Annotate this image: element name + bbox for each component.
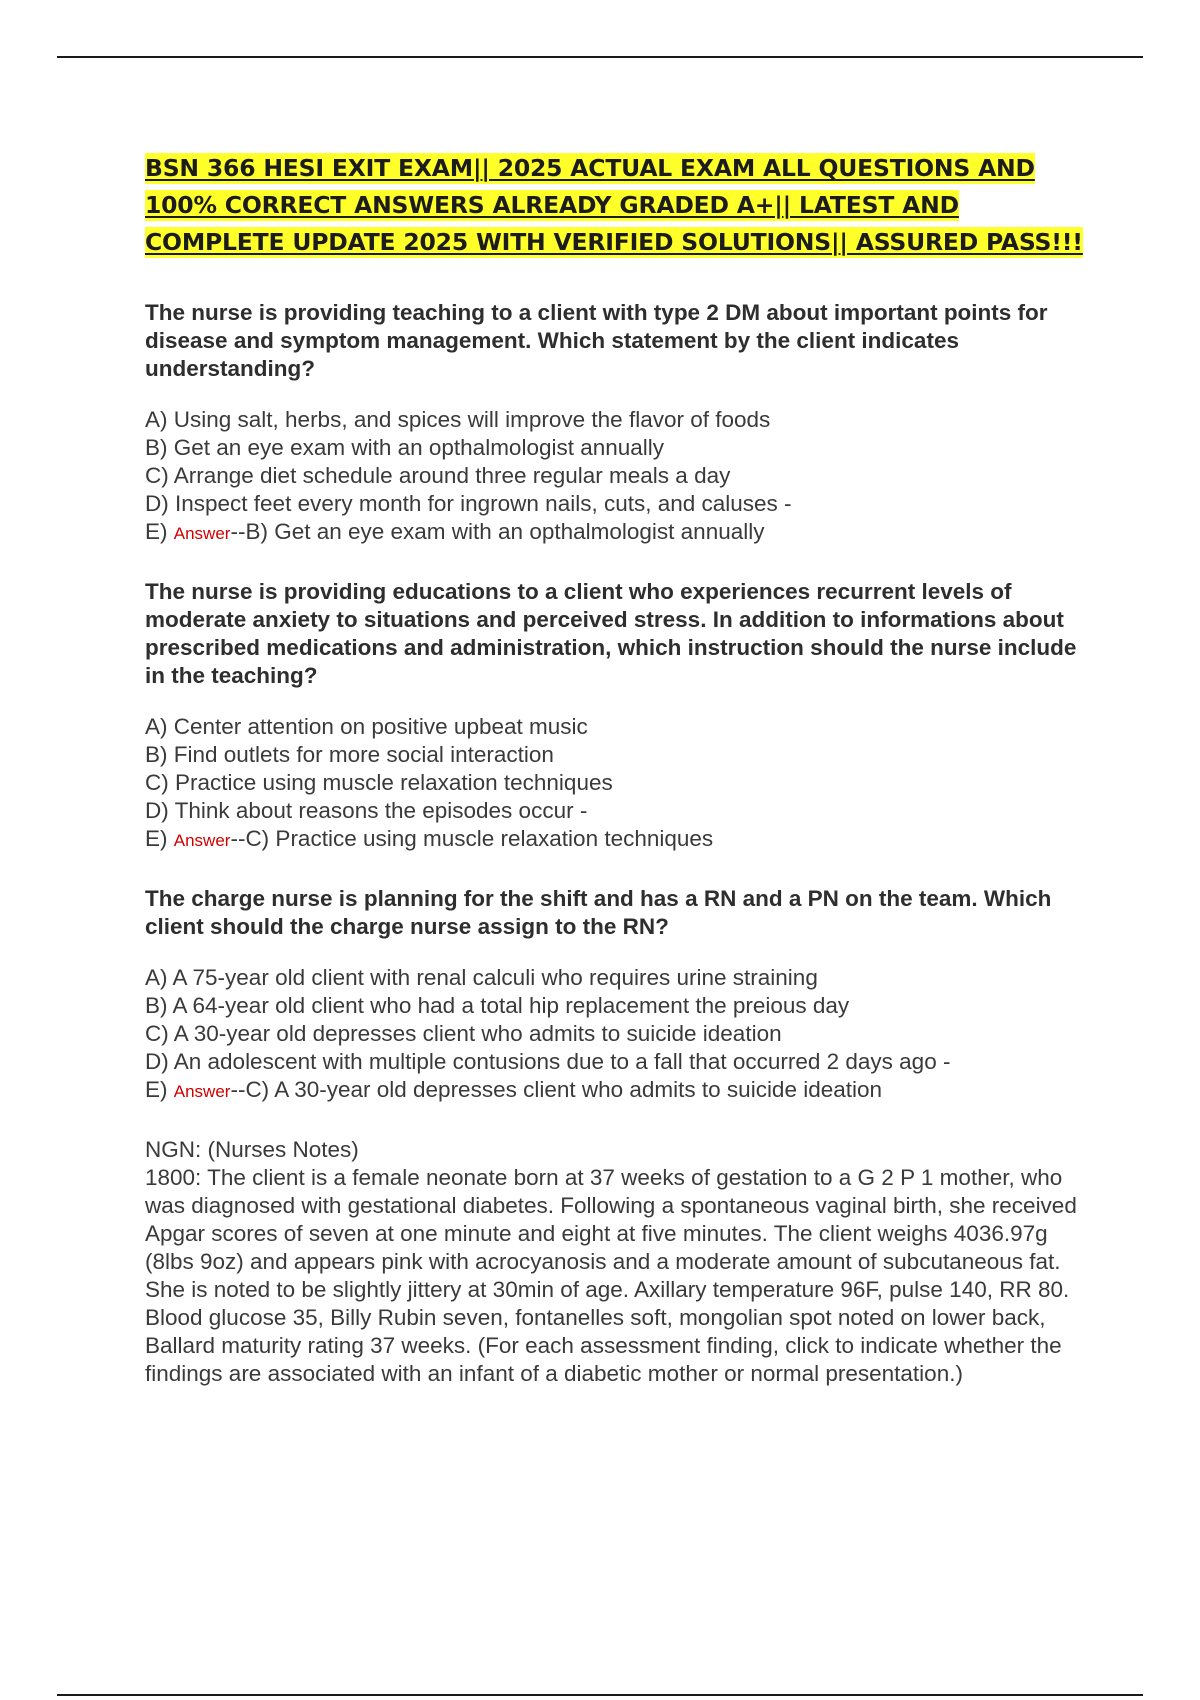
option-b: B) Get an eye exam with an opthalmologist annually xyxy=(145,435,665,460)
option-a: A) Using salt, herbs, and spices will improve the flavor of foods xyxy=(145,407,771,432)
title-highlight: BSN 366 HESI EXIT EXAM|| 2025 ACTUAL EXAM ALL QUESTIONS AND 100% CORRECT ANSWERS ALREADY GRADED A+|| LATEST AND COMPLETE UPDATE 2025 WITH VERIFIED SOLUTIONS|| ASSURED PASS!!! xyxy=(145,154,1083,256)
answer-text: --C) Practice using muscle relaxation techniques xyxy=(230,826,714,851)
option-a: A) A 75-year old client with renal calculi who requires urine straining xyxy=(145,965,818,990)
answer-text: --C) A 30-year old depresses client who admits to suicide ideation xyxy=(230,1077,883,1102)
answer-tag: Answer xyxy=(173,831,231,850)
answer-prefix: E) xyxy=(145,519,174,544)
option-b: B) Find outlets for more social interaction xyxy=(145,742,554,767)
answer-text: --B) Get an eye exam with an opthalmologist annually xyxy=(230,519,765,544)
option-d: D) Think about reasons the episodes occur - xyxy=(145,798,588,823)
option-list xyxy=(145,713,1090,855)
top-rule xyxy=(57,56,1143,58)
option-c: C) Practice using muscle relaxation techniques xyxy=(145,770,613,795)
answer-prefix: E) xyxy=(145,826,174,851)
document-title xyxy=(145,150,1090,261)
option-d: D) An adolescent with multiple contusions due to a fall that occurred 2 days ago - xyxy=(145,1049,951,1074)
option-list xyxy=(145,406,1090,548)
bottom-rule xyxy=(57,1694,1143,1696)
answer-tag: Answer xyxy=(173,524,231,543)
option-d: D) Inspect feet every month for ingrown nails, cuts, and caluses - xyxy=(145,491,792,516)
question-block-2 xyxy=(145,578,1090,855)
option-b: B) A 64-year old client who had a total hip replacement the preious day xyxy=(145,993,850,1018)
answer-line xyxy=(145,518,1090,548)
option-c: C) Arrange diet schedule around three regular meals a day xyxy=(145,463,731,488)
question-block-3 xyxy=(145,885,1090,1106)
document-body xyxy=(145,150,1090,1388)
question-text: The nurse is providing educations to a client who experiences recurrent levels of moderate anxiety to situations and perceived stress. In addition to informations about prescribed medications and administration, which instruction should the nurse include in the teaching? xyxy=(145,579,1077,688)
answer-prefix: E) xyxy=(145,1077,174,1102)
nurses-notes xyxy=(145,1136,1090,1388)
question-text: The charge nurse is planning for the shift and has a RN and a PN on the team. Which client should the charge nurse assign to the RN? xyxy=(145,886,1052,939)
answer-line xyxy=(145,1076,1090,1106)
option-list xyxy=(145,964,1090,1106)
option-c: C) A 30-year old depresses client who admits to suicide ideation xyxy=(145,1021,782,1046)
answer-line xyxy=(145,825,1090,855)
question-text: The nurse is providing teaching to a client with type 2 DM about important points for disease and symptom management. Which statement by the client indicates understanding? xyxy=(145,300,1048,381)
notes-heading: NGN: (Nurses Notes) xyxy=(145,1137,359,1162)
answer-tag: Answer xyxy=(173,1082,231,1101)
option-a: A) Center attention on positive upbeat music xyxy=(145,714,588,739)
notes-body: 1800: The client is a female neonate born at 37 weeks of gestation to a G 2 P 1 mother, who was diagnosed with gestational diabetes. Following a spontaneous vaginal birth, she received Apgar scores of seven at one minute and eight at five minutes. The client weighs 4036.97g (8lbs 9oz) and appears pink with acrocyanosis and a moderate amount of subcutaneous fat. She is noted to be slightly jittery at 30min of age. Axillary temperature 96F, pulse 140, RR 80. Blood glucose 35, Billy Rubin seven, fontanelles soft, mongolian spot noted on lower back, Ballard maturity rating 37 weeks. (For each assessment finding, click to indicate whether the findings are associated with an infant of a diabetic mother or normal presentation.) xyxy=(145,1165,1077,1386)
question-block-1 xyxy=(145,299,1090,548)
